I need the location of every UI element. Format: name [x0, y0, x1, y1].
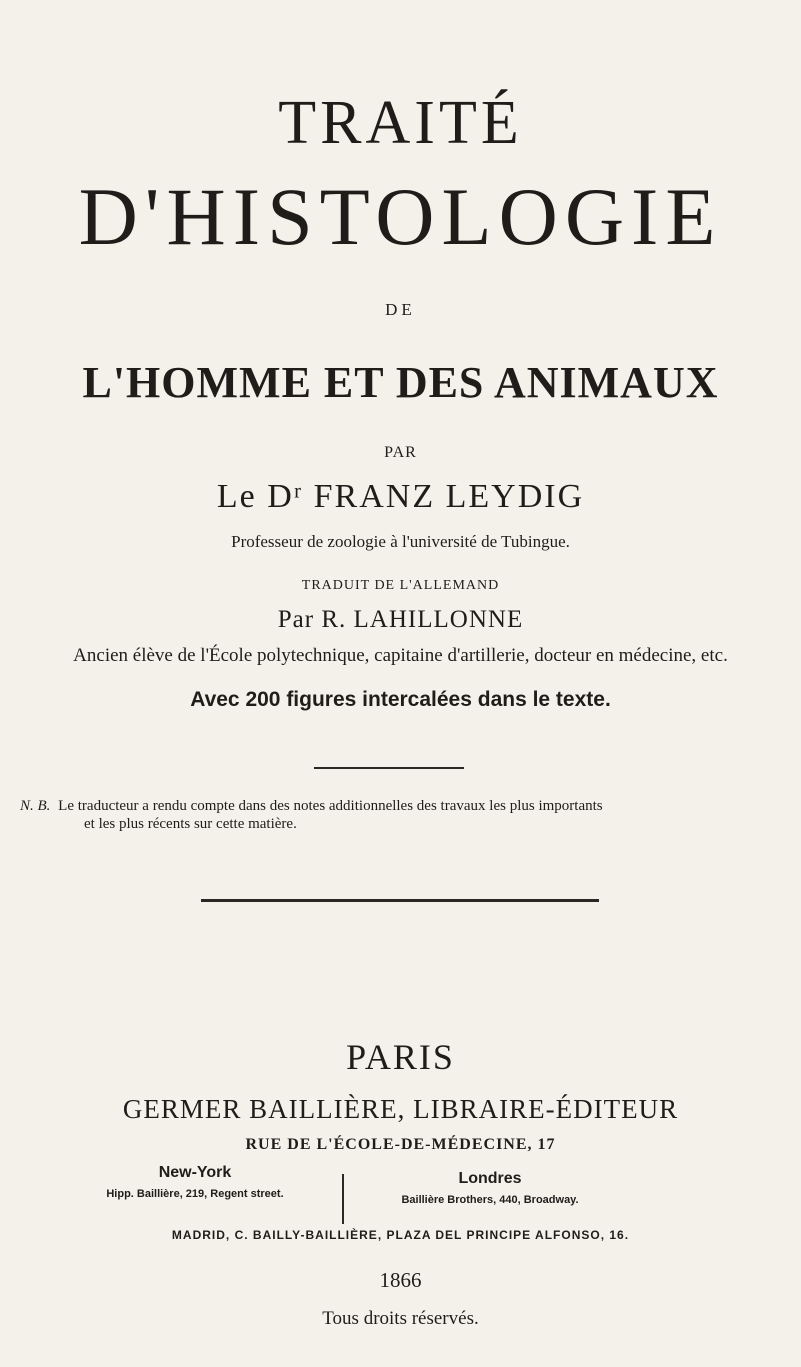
branch-city: Londres: [458, 1170, 522, 1187]
branch-address: Hipp. Baillière, 219, Regent street.: [106, 1188, 284, 1200]
translator-name: Par R. LAHILLONNE: [277, 606, 524, 633]
translation-label: TRADUIT DE L'ALLEMAND: [301, 578, 500, 593]
translator-credentials: Ancien élève de l'École polytechnique, capitaine d'artillerie, docteur en médecine, etc.: [73, 645, 728, 666]
title-line-subject: L'HOMME ET DES ANIMAUX: [82, 358, 719, 407]
author-by: PAR: [384, 444, 417, 461]
author-name: Le Dʳ FRANZ LEYDIG: [216, 478, 585, 515]
figures-note: Avec 200 figures intercalées dans le texte.: [190, 688, 611, 711]
title-connector: DE: [385, 300, 416, 319]
rights-notice: Tous droits réservés.: [322, 1308, 479, 1329]
divider-rule-long: [201, 899, 599, 902]
note-lead: N. B.: [20, 798, 51, 814]
publisher-name: GERMER BAILLIÈRE, LIBRAIRE-ÉDITEUR: [122, 1094, 679, 1124]
branch-madrid: MADRID, C. BAILLY-BAILLIÈRE, PLAZA DEL PRINCIPE ALFONSO, 16.: [171, 1228, 630, 1242]
publication-year: 1866: [379, 1268, 422, 1292]
note-line-1: Le traducteur a rendu compte dans des notes additionnelles des travaux les plus importants: [58, 798, 603, 814]
title-line-histologie: D'HISTOLOGIE: [78, 171, 723, 262]
divider-rule: [314, 767, 464, 769]
branch-london: [355, 1170, 625, 1206]
publisher-street: RUE DE L'ÉCOLE-DE-MÉDECINE, 17: [245, 1136, 556, 1153]
note-line-2: et les plus récents sur cette matière.: [84, 816, 297, 832]
publisher-city: PARIS: [346, 1037, 455, 1077]
branch-address: Baillière Brothers, 440, Broadway.: [401, 1194, 579, 1206]
branch-city: New-York: [158, 1164, 232, 1181]
branch-new-york: [60, 1164, 330, 1200]
translator-note: [20, 797, 790, 833]
title-line-traite: TRAITÉ: [278, 89, 523, 157]
author-role: Professeur de zoologie à l'université de Tubingue.: [231, 532, 570, 551]
branch-divider: [342, 1174, 344, 1224]
